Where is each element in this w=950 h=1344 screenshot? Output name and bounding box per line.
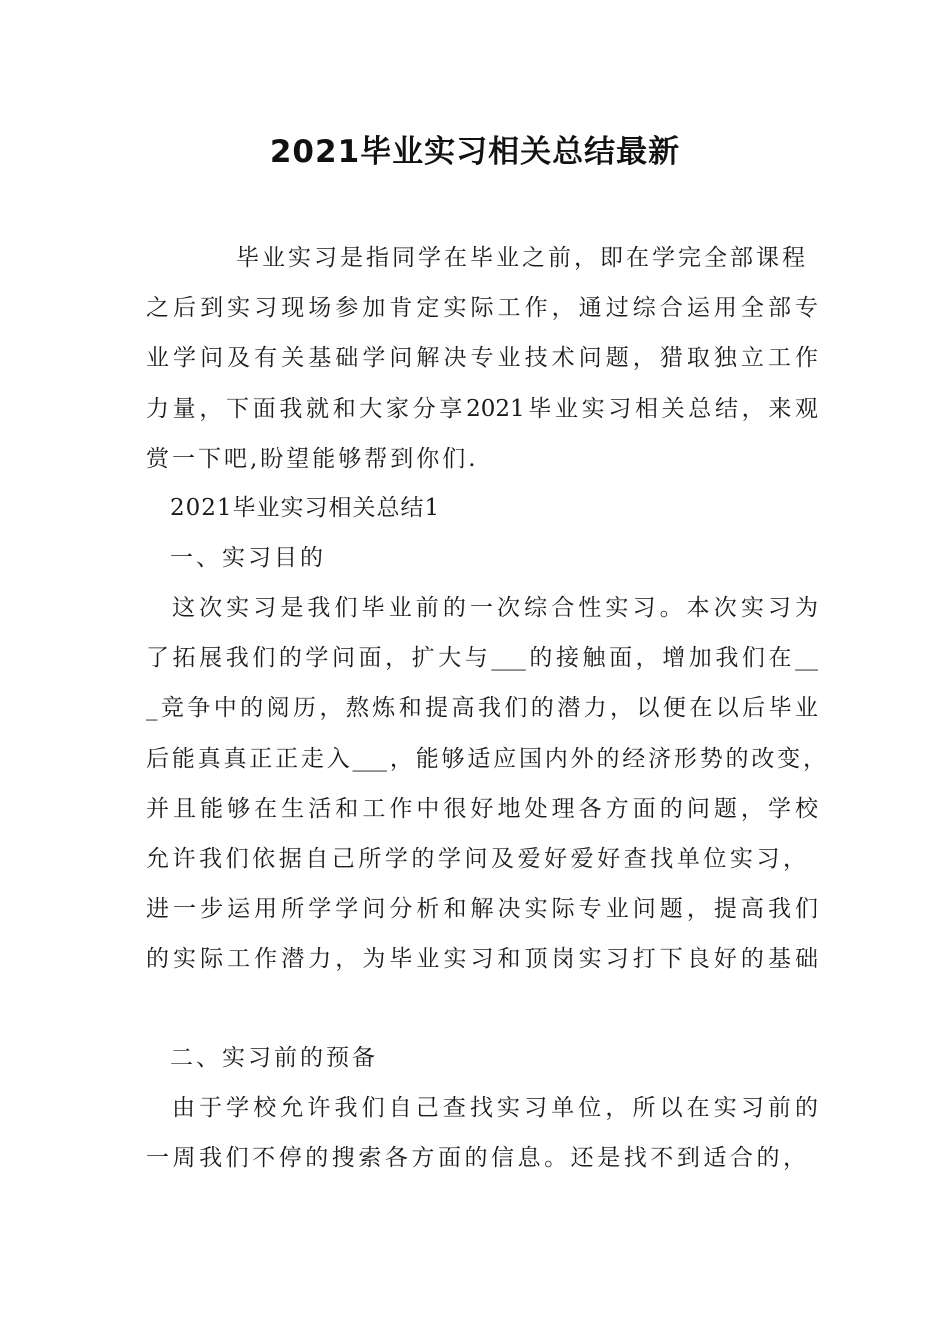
document-title: 2021毕业实习相关总结最新 <box>269 134 681 170</box>
paragraph-line: 毕业实习是指同学在毕业之前，即在学完全部课程 <box>236 245 808 271</box>
paragraph-line: 了拓展我们的学问面，扩大与___的接触面，增加我们在__ <box>146 645 818 671</box>
paragraph-line: 力量，下面我就和大家分享2021毕业实习相关总结，来观 <box>146 396 818 422</box>
paragraph-line: 赏一下吧,盼望能够帮到你们. <box>146 446 479 472</box>
paragraph-line: 并且能够在生活和工作中很好地处理各方面的问题，学校 <box>146 796 818 822</box>
paragraph-line: 由于学校允许我们自己查找实习单位，所以在实习前的 <box>172 1095 818 1121</box>
paragraph-line: 的实际工作潜力，为毕业实习和顶岗实习打下良好的基础 <box>146 946 818 972</box>
paragraph-line: 后能真真正正走入___，能够适应国内外的经济形势的改变， <box>146 746 826 772</box>
paragraph-line: 这次实习是我们毕业前的一次综合性实习。本次实习为 <box>172 595 818 621</box>
paragraph-line: 一周我们不停的搜索各方面的信息。还是找不到适合的， <box>146 1145 806 1171</box>
section-heading: 二、实习前的预备 <box>170 1045 378 1071</box>
paragraph-line: 进一步运用所学学问分析和解决实际专业问题，提高我们 <box>146 896 818 922</box>
paragraph-line: 业学问及有关基础学问解决专业技术问题，猎取独立工作 <box>146 345 818 371</box>
paragraph-line: _竞争中的阅历，熬炼和提高我们的潜力，以便在以后毕业 <box>146 695 818 721</box>
paragraph-line: 之后到实习现场参加肯定实际工作，通过综合运用全部专 <box>146 295 818 321</box>
section-heading: 一、实习目的 <box>170 545 326 571</box>
paragraph-line: 允许我们依据自己所学的学问及爱好爱好查找单位实习， <box>146 846 806 872</box>
section-heading: 2021毕业实习相关总结1 <box>170 495 441 521</box>
